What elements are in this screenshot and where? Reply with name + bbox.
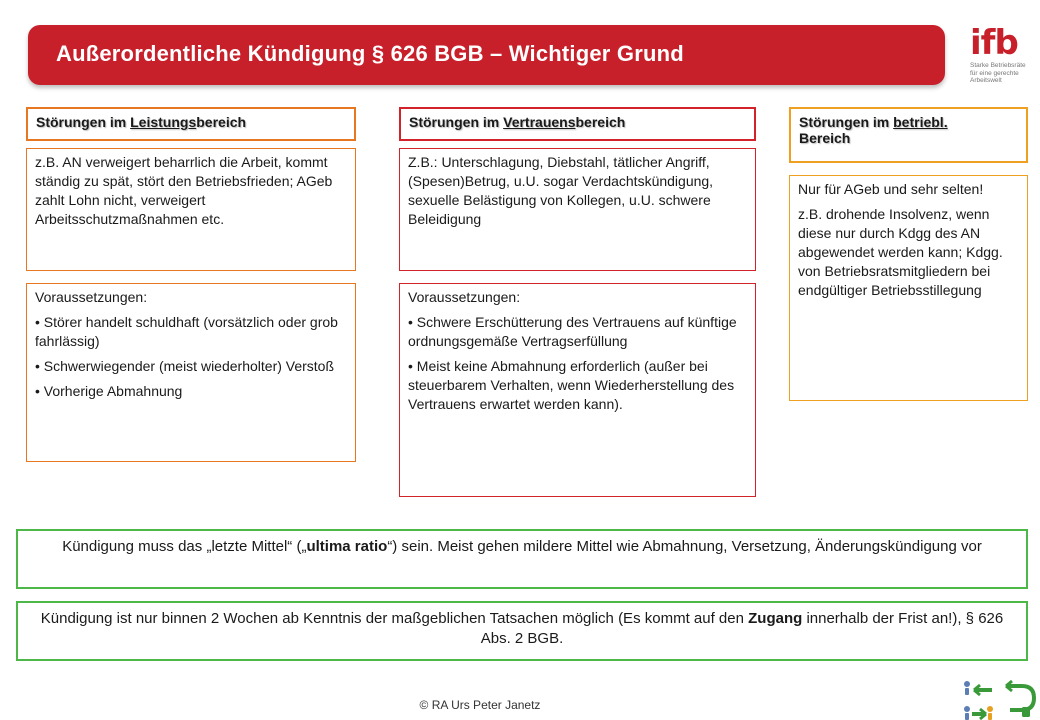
header-underlined: betriebl. — [893, 114, 948, 130]
note-text: Kündigung muss das „letzte Mittel“ („ — [62, 538, 307, 555]
header-leistungsbereich — [26, 107, 356, 141]
logo-letters: ifb — [970, 23, 1018, 63]
header-text-line2: Bereich — [799, 130, 851, 146]
description-betrieblicher-bereich — [789, 175, 1028, 401]
header-text: Störungen im — [36, 114, 131, 130]
requirement-item: • Meist keine Abmahnung erforderlich (außer bei steuerbarem Verhalten, wenn Wiederherstellung des Vertrauens erwartet werden kann). — [408, 358, 735, 412]
requirements-title: Voraussetzungen: — [35, 289, 148, 305]
description-leistungsbereich — [26, 148, 356, 271]
header-text: Störungen im — [409, 114, 504, 130]
note-bold: Zugang — [748, 610, 803, 627]
header-text: Störungen im — [799, 114, 894, 130]
header-underlined: Leistungs — [130, 114, 197, 130]
requirement-item: • Schwere Erschütterung des Vertrauens auf künftige ordnungsgemäße Vertragserfüllung — [408, 314, 737, 349]
header-text-end: bereich — [575, 114, 626, 130]
logo-tagline-line3: Arbeitswelt — [970, 77, 1002, 84]
description-text: z.B. drohende Insolvenz, wenn diese nur durch Kdgg des AN abgewendet werden kann; Kdgg. von Betriebsratsmitgliedern bei endgültiger Betriebsstillegung — [798, 206, 1003, 298]
note-two-week-deadline — [16, 601, 1028, 661]
description-note: Nur für AGeb und sehr selten! — [798, 181, 984, 197]
note-bold: ultima ratio — [306, 538, 388, 555]
page-title: Außerordentliche Kündigung § 626 BGB – Wichtiger Grund — [56, 41, 684, 66]
requirement-item: • Vorherige Abmahnung — [35, 383, 183, 399]
header-betrieblicher-bereich — [789, 107, 1028, 163]
logo-tagline-line1: Starke Betriebsräte — [970, 62, 1026, 69]
header-text-end: bereich — [196, 114, 247, 130]
requirements-title: Voraussetzungen: — [408, 289, 521, 305]
requirement-item: • Schwerwiegender (meist wiederholter) Verstoß — [35, 358, 335, 374]
header-underlined: Vertrauens — [503, 114, 576, 130]
logo-tagline-line2: für eine gerechte — [970, 69, 1019, 77]
description-text: Z.B.: Unterschlagung, Diebstahl, tätlicher Angriff, (Spesen)Betrug, u.U. sogar Verdachtskündigung, sexuelle Belästigung von Kollegen, u.U. schwere Beleidigung — [408, 154, 714, 227]
ifb-logo — [970, 23, 1035, 94]
requirements-vertrauensbereich — [399, 283, 756, 497]
people-exchange-icon[interactable] — [962, 676, 1040, 720]
note-text-end: innerhalb der Frist an!), § 626 Abs. 2 BGB. — [480, 610, 1004, 647]
header-vertrauensbereich — [399, 107, 756, 141]
description-text: z.B. AN verweigert beharrlich die Arbeit, kommt ständig zu spät, stört den Betriebsfrieden; AGeb zahlt Lohn nicht, verweigert Arbeitsschutzmaßnahmen etc. — [35, 154, 333, 227]
title-bar — [28, 25, 945, 85]
logo-tagline — [970, 62, 1035, 85]
description-vertrauensbereich — [399, 148, 756, 271]
note-text-end: “) sein. Meist gehen mildere Mittel wie Abmahnung, Versetzung, Änderungskündigung vor — [387, 538, 982, 555]
requirement-item: • Störer handelt schuldhaft (vorsätzlich oder grob fahrlässig) — [35, 314, 338, 349]
requirements-leistungsbereich — [26, 283, 356, 462]
note-ultima-ratio — [16, 529, 1028, 589]
copyright-footer: © RA Urs Peter Janetz — [419, 698, 541, 712]
note-text: Kündigung ist nur binnen 2 Wochen ab Kenntnis der maßgeblichen Tatsachen möglich (Es kommt auf den — [40, 610, 749, 627]
